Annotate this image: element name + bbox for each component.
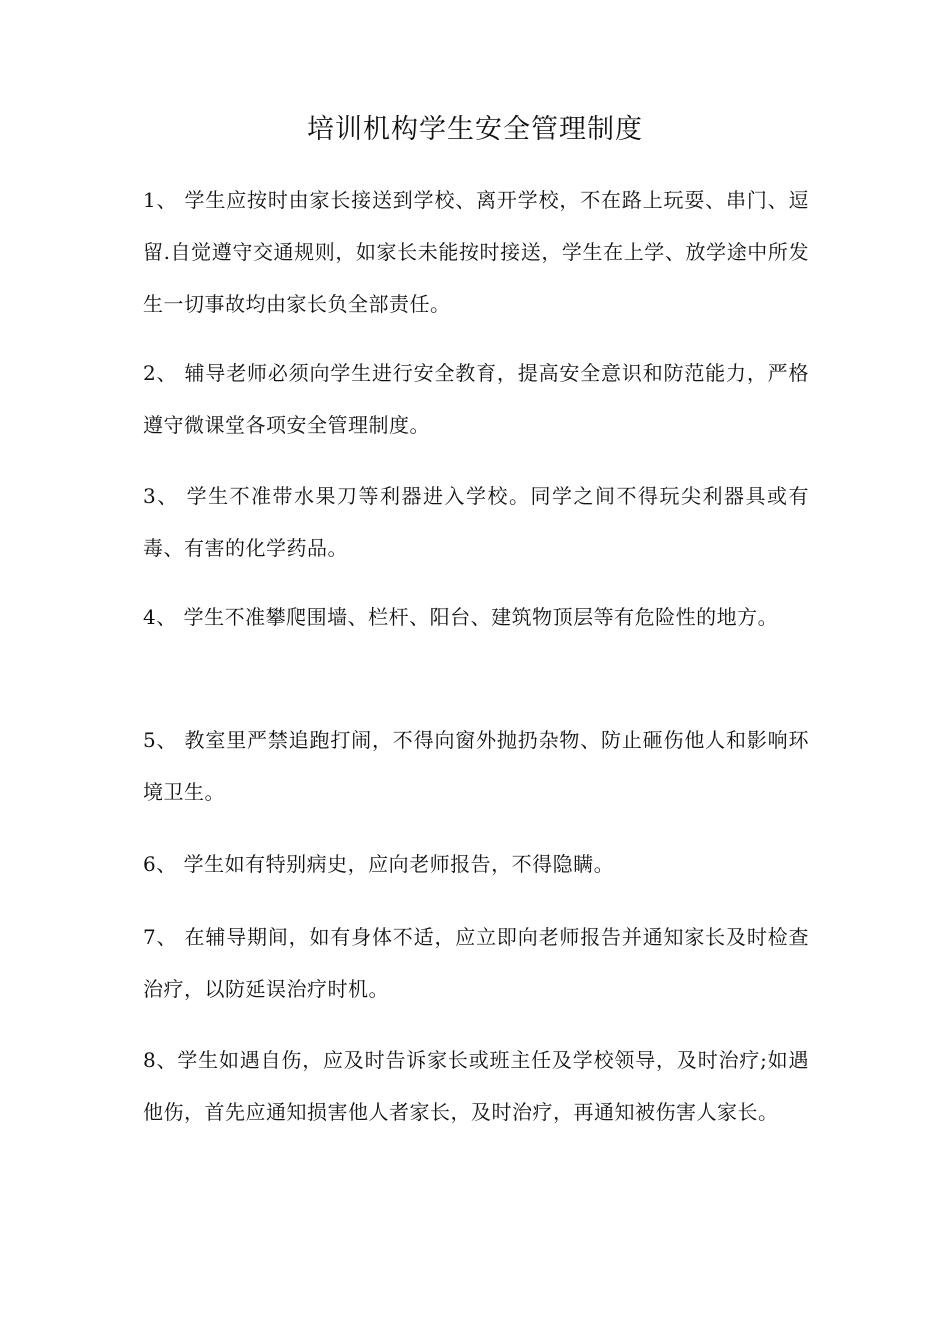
rule-item-1: 1、 学生应按时由家长接送到学校、离开学校，不在路上玩耍、串门、逗留.自觉遵守交通规则，如家长未能按时接送，学生在上学、放学途中所发生一切事故均由家长负全部责任。	[143, 188, 809, 316]
rule-item-8: 8、学生如遇自伤，应及时告诉家长或班主任及学校领导，及时治疗;如遇他伤，首先应通知损害他人者家长，及时治疗，再通知被伤害人家长。	[143, 1048, 809, 1124]
rule-item-2: 2、 辅导老师必须向学生进行安全教育，提高安全意识和防范能力，严格遵守微课堂各项安全管理制度。	[143, 361, 809, 437]
rule-item-5: 5、 教室里严禁追跑打闹，不得向窗外抛扔杂物、防止砸伤他人和影响环境卫生。	[143, 728, 809, 804]
rule-item-4: 4、 学生不准攀爬围墙、栏杆、阳台、建筑物顶层等有危险性的地方。	[143, 605, 779, 629]
document-title: 培训机构学生安全管理制度	[307, 114, 643, 145]
rule-item-7: 7、 在辅导期间，如有身体不适，应立即向老师报告并通知家长及时检查治疗，以防延误治疗时机。	[143, 925, 809, 1001]
rule-item-6: 6、 学生如有特别病史，应向老师报告，不得隐瞒。	[143, 852, 615, 876]
rule-item-3: 3、 学生不准带水果刀等利器进入学校。同学之间不得玩尖利器具或有毒、有害的化学药品。	[143, 484, 809, 560]
